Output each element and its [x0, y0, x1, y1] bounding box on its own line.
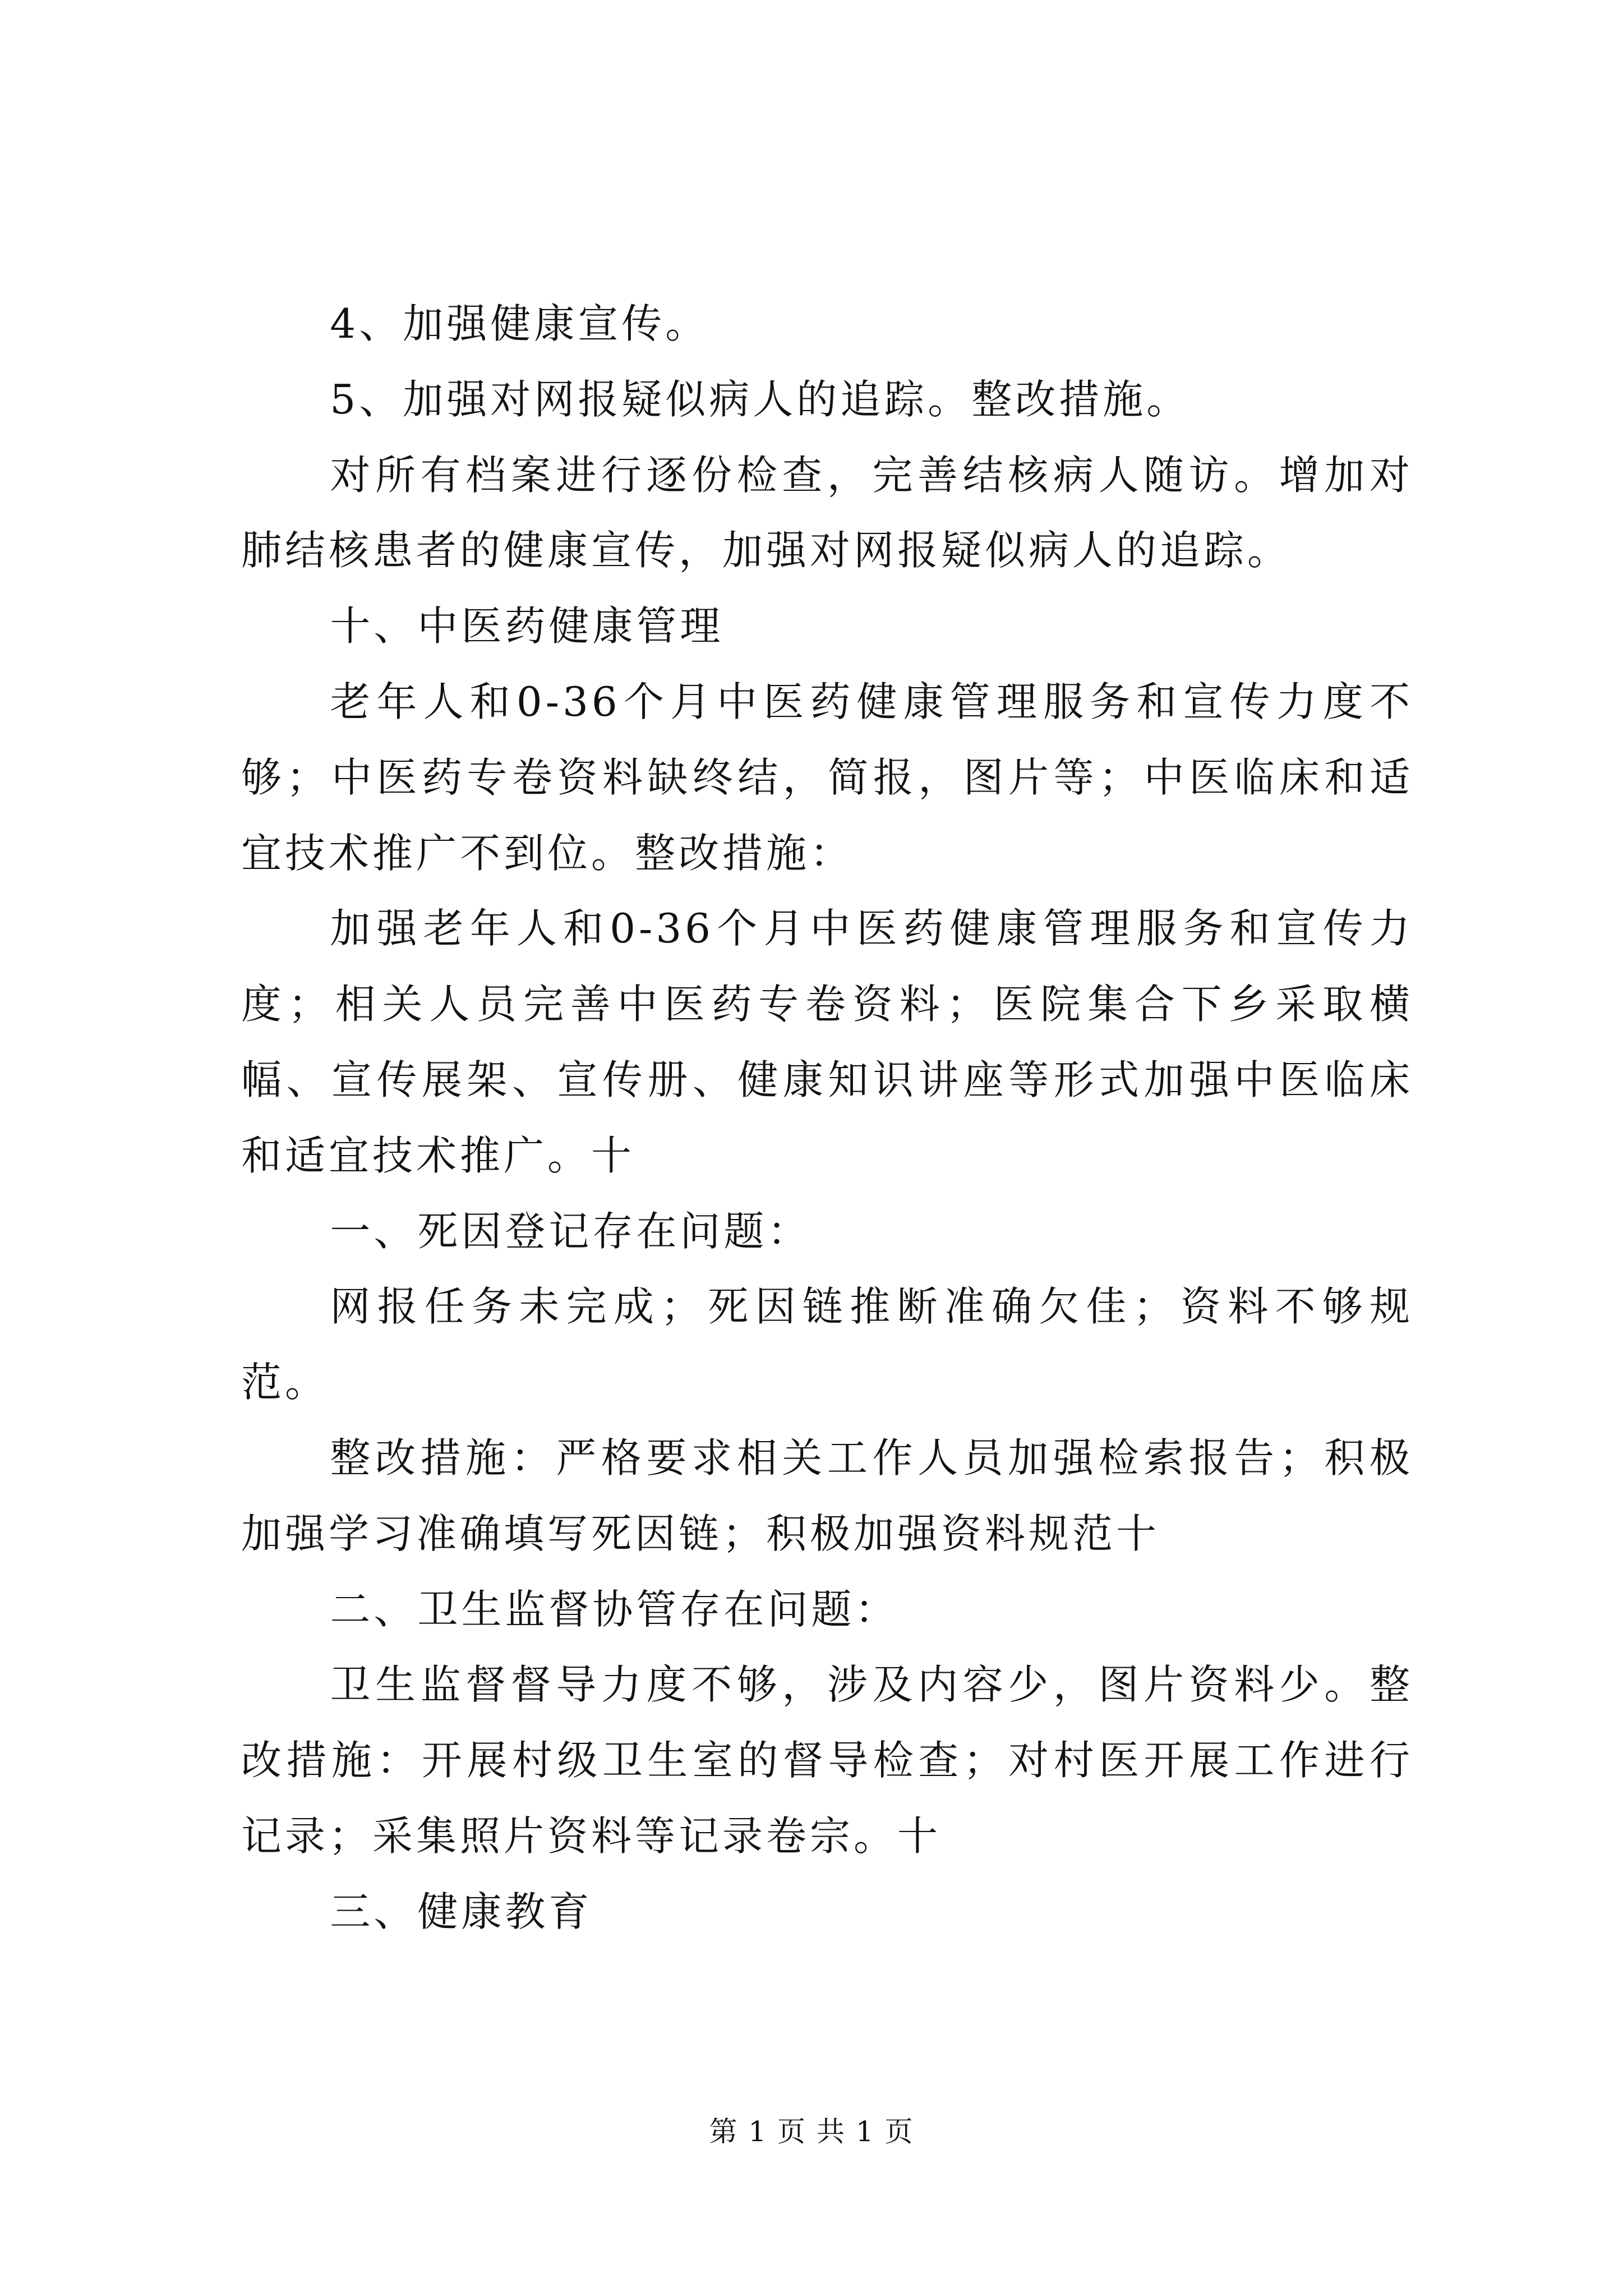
document-body: [241, 286, 1413, 1950]
paragraph-tb-measures: 对所有档案进行逐份检查，完善结核病人随访。增加对肺结核患者的健康宣传，加强对网报疑似病人的追踪。: [241, 451, 1413, 574]
paragraph-item-4: 4、加强健康宣传。: [330, 300, 709, 347]
page-footer: 第 1 页 共 1 页: [709, 2115, 914, 2148]
paragraph-death-measures: 整改措施：严格要求相关工作人员加强检索报告；积极加强学习准确填写死因链；积极加强资料规范十: [241, 1434, 1413, 1557]
section-heading-death-registration: 一、死因登记存在问题：: [330, 1207, 811, 1255]
paragraph-tcm-measures: 加强老年人和0-36个月中医药健康管理服务和宣传力度；相关人员完善中医药专卷资料；医院集合下乡采取横幅、宣传展架、宣传册、健康知识讲座等形式加强中医临床和适宜技术推广。十: [241, 905, 1413, 1179]
paragraph-item-5: 5、加强对网报疑似病人的追踪。整改措施。: [330, 375, 1191, 423]
paragraph-death-problems: 网报任务未完成；死因链推断准确欠佳；资料不够规范。: [241, 1283, 1413, 1406]
section-heading-health-education: 三、健康教育: [330, 1888, 593, 1935]
section-heading-tcm: 十、中医药健康管理: [330, 602, 724, 650]
paragraph-supervision-content: 卫生监督督导力度不够，涉及内容少，图片资料少。整改措施：开展村级卫生室的督导检查；对村医开展工作进行记录；采集照片资料等记录卷宗。十: [241, 1661, 1413, 1860]
section-heading-health-supervision: 二、卫生监督协管存在问题：: [330, 1585, 899, 1633]
paragraph-tcm-problems: 老年人和0-36个月中医药健康管理服务和宣传力度不够；中医药专卷资料缺终结，简报，图片等；中医临床和适宜技术推广不到位。整改措施：: [241, 678, 1413, 877]
